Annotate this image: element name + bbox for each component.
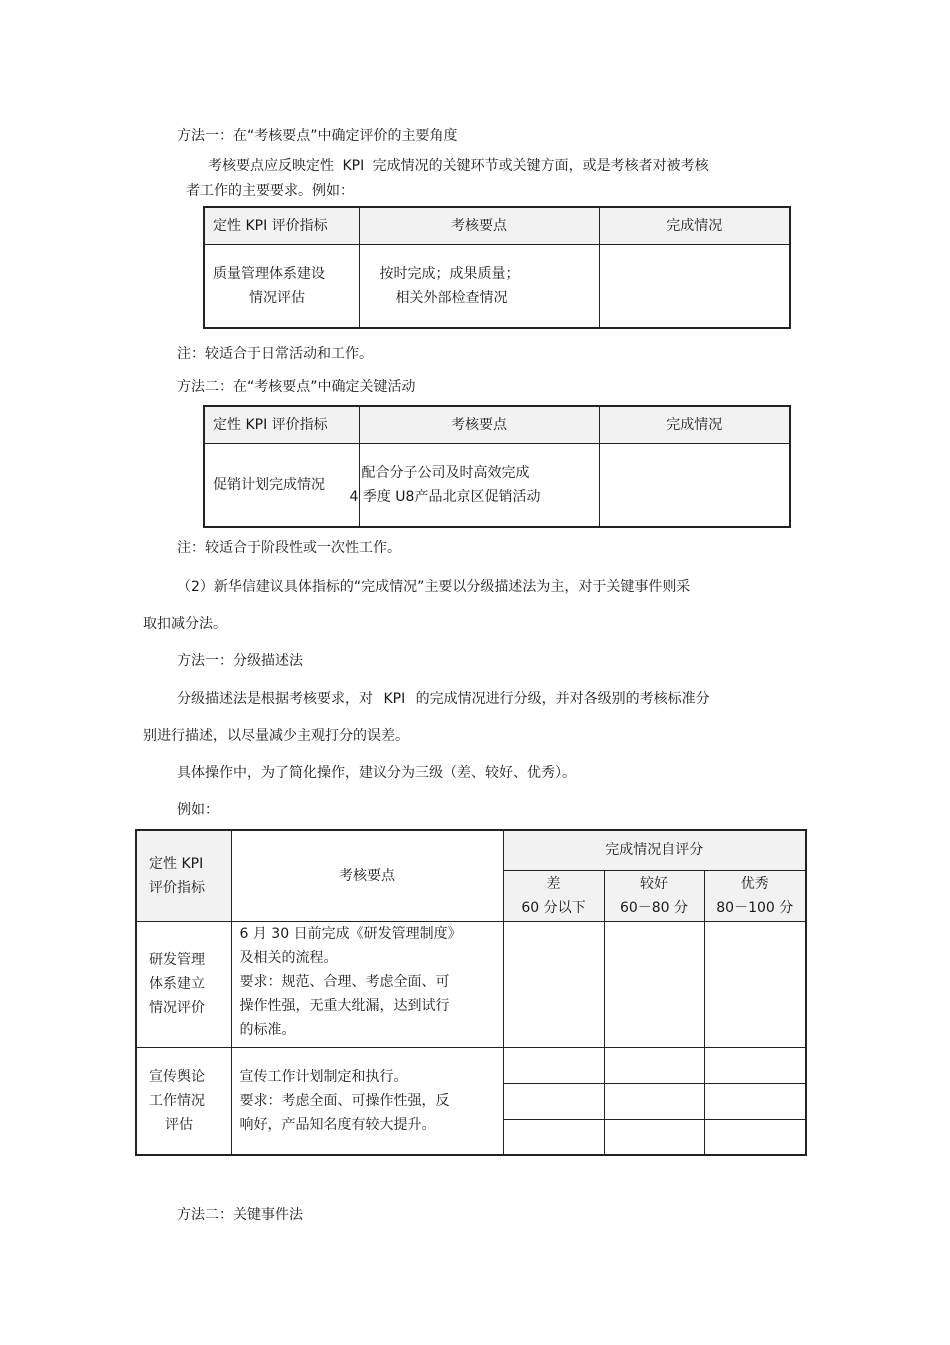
- level-poor-range: 60 分以下: [521, 899, 586, 916]
- table1-status-cell: [599, 244, 790, 328]
- table-method2: [203, 405, 791, 528]
- method2-title: 方法二：在“考核要点”中确定关键活动: [177, 379, 416, 395]
- row2b-score-poor: [503, 1083, 604, 1119]
- row2a-score-excellent: [704, 1047, 806, 1083]
- row1-points-line4: 操作性强，无重大纰漏，达到试行: [239, 997, 450, 1014]
- row2-indicator-line1: 宣传舆论: [149, 1068, 205, 1085]
- row2-points-line1: 宣传工作计划制定和执行。: [239, 1068, 408, 1085]
- intro-line1: 考核要点应反映定性 KPI 完成情况的关键环节或关键方面，或是考核者对被考核: [208, 158, 709, 174]
- level-good: [604, 870, 704, 921]
- row1-points-line1: 6 月 30 日前完成《研发管理制度》: [239, 925, 462, 942]
- table2-points-line1: 配合分子公司及时高效完成: [361, 464, 530, 481]
- row1-score-poor: [503, 921, 604, 1047]
- table2-status-cell: [599, 443, 790, 527]
- table1-indicator-line1: 质量管理体系建设: [213, 265, 325, 282]
- row2a-score-poor: [503, 1047, 604, 1083]
- table1-points-cell: [359, 244, 599, 328]
- row2c-score-excellent: [704, 1119, 806, 1155]
- level-good-name: 较好: [640, 875, 668, 892]
- intro-line2: 者工作的主要要求。例如：: [186, 183, 354, 199]
- row1-points-line3: 要求：规范、合理、考虑全面、可: [239, 973, 450, 990]
- row1-points-line5: 的标准。: [239, 1021, 296, 1038]
- table1-points-line2: 相关外部检查情况: [395, 289, 508, 306]
- method1-title: 方法一：在“考核要点”中确定评价的主要角度: [177, 128, 458, 144]
- row2-points-cell: [231, 1047, 503, 1155]
- row2-points-line2: 要求：考虑全面、可操作性强，反: [239, 1092, 450, 1109]
- row2-indicator-line2: 工作情况: [149, 1092, 205, 1109]
- row1-indicator-cell: [136, 921, 231, 1047]
- row1-points-cell: [231, 921, 503, 1047]
- row1-score-excellent: [704, 921, 806, 1047]
- table2-indicator-cell: 促销计划完成情况: [204, 443, 359, 527]
- level-poor: [503, 870, 604, 921]
- table2-points-cell: [349, 443, 599, 527]
- level-excellent: [704, 870, 806, 921]
- table1-header-indicator: 定性 KPI 评价指标: [204, 207, 359, 244]
- level-good-range: 60－80 分: [619, 899, 689, 916]
- level-excellent-range: 80－100 分: [716, 899, 794, 916]
- row2-indicator-line3: 评估: [165, 1116, 193, 1133]
- para2-line2: 取扣减分法。: [143, 616, 227, 632]
- row1-indicator-line2: 体系建立: [149, 976, 205, 992]
- grading-header-indicator: [136, 830, 231, 921]
- grading-header-points: 考核要点: [231, 830, 503, 921]
- table1-indicator-cell: [204, 244, 359, 328]
- table2-header-status: 完成情况: [599, 406, 790, 443]
- para2-line1: （2）新华信建议具体指标的“完成情况”主要以分级描述法为主，对于关键事件则采: [177, 579, 691, 595]
- grading-header-score: 完成情况自评分: [503, 830, 806, 870]
- row1-points-line2: 及相关的流程。: [239, 949, 338, 966]
- level-poor-name: 差: [546, 875, 561, 892]
- level-excellent-name: 优秀: [740, 875, 769, 892]
- note2: 注：较适合于阶段性或一次性工作。: [177, 540, 401, 556]
- row2a-score-good: [604, 1047, 704, 1083]
- row1-score-good: [604, 921, 704, 1047]
- row1-indicator-line3: 情况评价: [149, 1000, 205, 1016]
- table1-header-points: 考核要点: [359, 207, 599, 244]
- para3-line1: 分级描述法是根据考核要求，对 KPI 的完成情况进行分级，并对各级别的考核标准分: [177, 691, 710, 707]
- table1-indicator-line2: 情况评估: [249, 289, 305, 306]
- para3-line2: 别进行描述，以尽量减少主观打分的误差。: [143, 728, 409, 744]
- row2c-score-poor: [503, 1119, 604, 1155]
- row2b-score-good: [604, 1083, 704, 1119]
- row1-indicator-line1: 研发管理: [149, 952, 205, 968]
- row2-indicator-cell: [136, 1047, 231, 1155]
- example-label: 例如：: [177, 802, 219, 818]
- row2-points-line3: 响好，产品知名度有较大提升。: [239, 1116, 436, 1133]
- row2c-score-good: [604, 1119, 704, 1155]
- table2-points-line2: 4 季度 U8产品北京区促销活动: [349, 488, 541, 505]
- table2-header-points: 考核要点: [359, 406, 599, 443]
- para4: 具体操作中，为了简化操作，建议分为三级（差、较好、优秀）。: [177, 765, 576, 781]
- method-a-title: 方法一：分级描述法: [177, 653, 303, 669]
- table1-header-status: 完成情况: [599, 207, 790, 244]
- method-b-title: 方法二：关键事件法: [177, 1207, 303, 1223]
- grading-header-indicator-line2: 评价指标: [149, 879, 205, 896]
- table2-header-indicator: 定性 KPI 评价指标: [204, 406, 359, 443]
- grading-header-indicator-line1: 定性 KPI: [149, 855, 204, 872]
- row2b-score-excellent: [704, 1083, 806, 1119]
- table-method1: [203, 206, 791, 329]
- note1: 注：较适合于日常活动和工作。: [177, 346, 373, 362]
- table-grading: [135, 829, 807, 1156]
- table1-points-line1: 按时完成；成果质量；: [379, 265, 520, 282]
